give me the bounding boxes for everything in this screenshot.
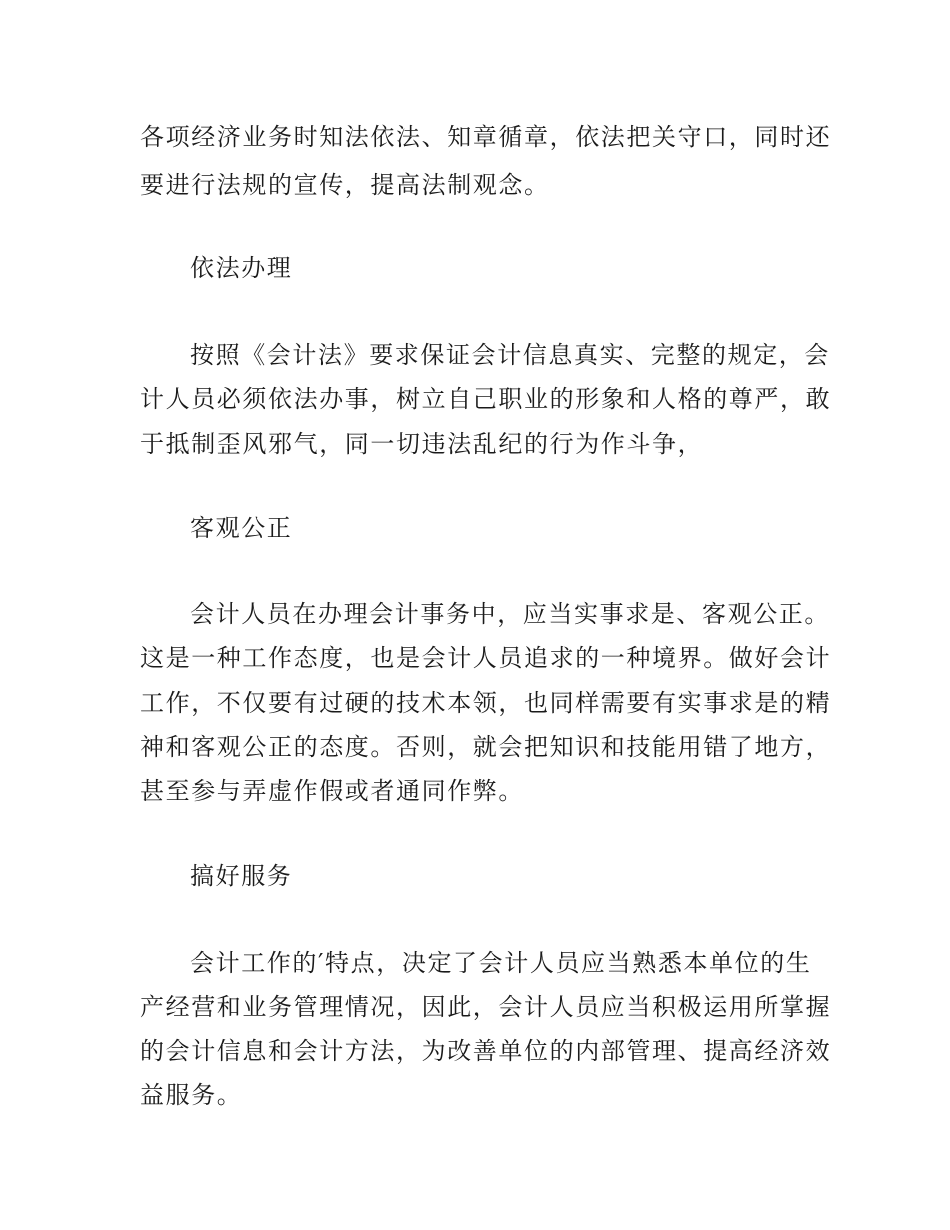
text-line: 的会计信息和会计方法，为改善单位的内部管理、提高经济效	[140, 1037, 832, 1065]
section-heading: 搞好服务	[190, 862, 293, 890]
text-line: 工作，不仅要有过硬的技术本领，也同样需要有实事求是的精	[140, 689, 832, 717]
text-line: 会计人员在办理会计事务中，应当实事求是、客观公正。	[190, 600, 830, 628]
text-line: 益服务。	[140, 1081, 243, 1109]
text-line: 计人员必须依法办事，树立自己职业的形象和人格的尊严，敢	[140, 385, 832, 413]
text-line: 要进行法规的宣传，提高法制观念。	[140, 171, 550, 199]
text-line: 各项经济业务时知法依法、知章循章，依法把关守口，同时还	[140, 123, 832, 151]
text-line: 甚至参与弄虚作假或者通同作弊。	[140, 777, 524, 805]
section-heading: 客观公正	[190, 514, 293, 542]
text-line: 会计工作的′特点，决定了会计人员应当熟悉本单位的生	[190, 949, 812, 977]
text-line: 按照《会计法》要求保证会计信息真实、完整的规定，会	[190, 341, 830, 369]
section-heading: 依法办理	[190, 254, 293, 282]
text-line: 产经营和业务管理情况，因此，会计人员应当积极运用所掌握	[140, 993, 832, 1021]
text-line: 神和客观公正的态度。否则，就会把知识和技能用错了地方，	[140, 733, 832, 761]
text-line: 于抵制歪风邪气，同一切违法乱纪的行为作斗争，	[140, 430, 704, 458]
text-line: 这是一种工作态度，也是会计人员追求的一种境界。做好会计	[140, 644, 832, 672]
